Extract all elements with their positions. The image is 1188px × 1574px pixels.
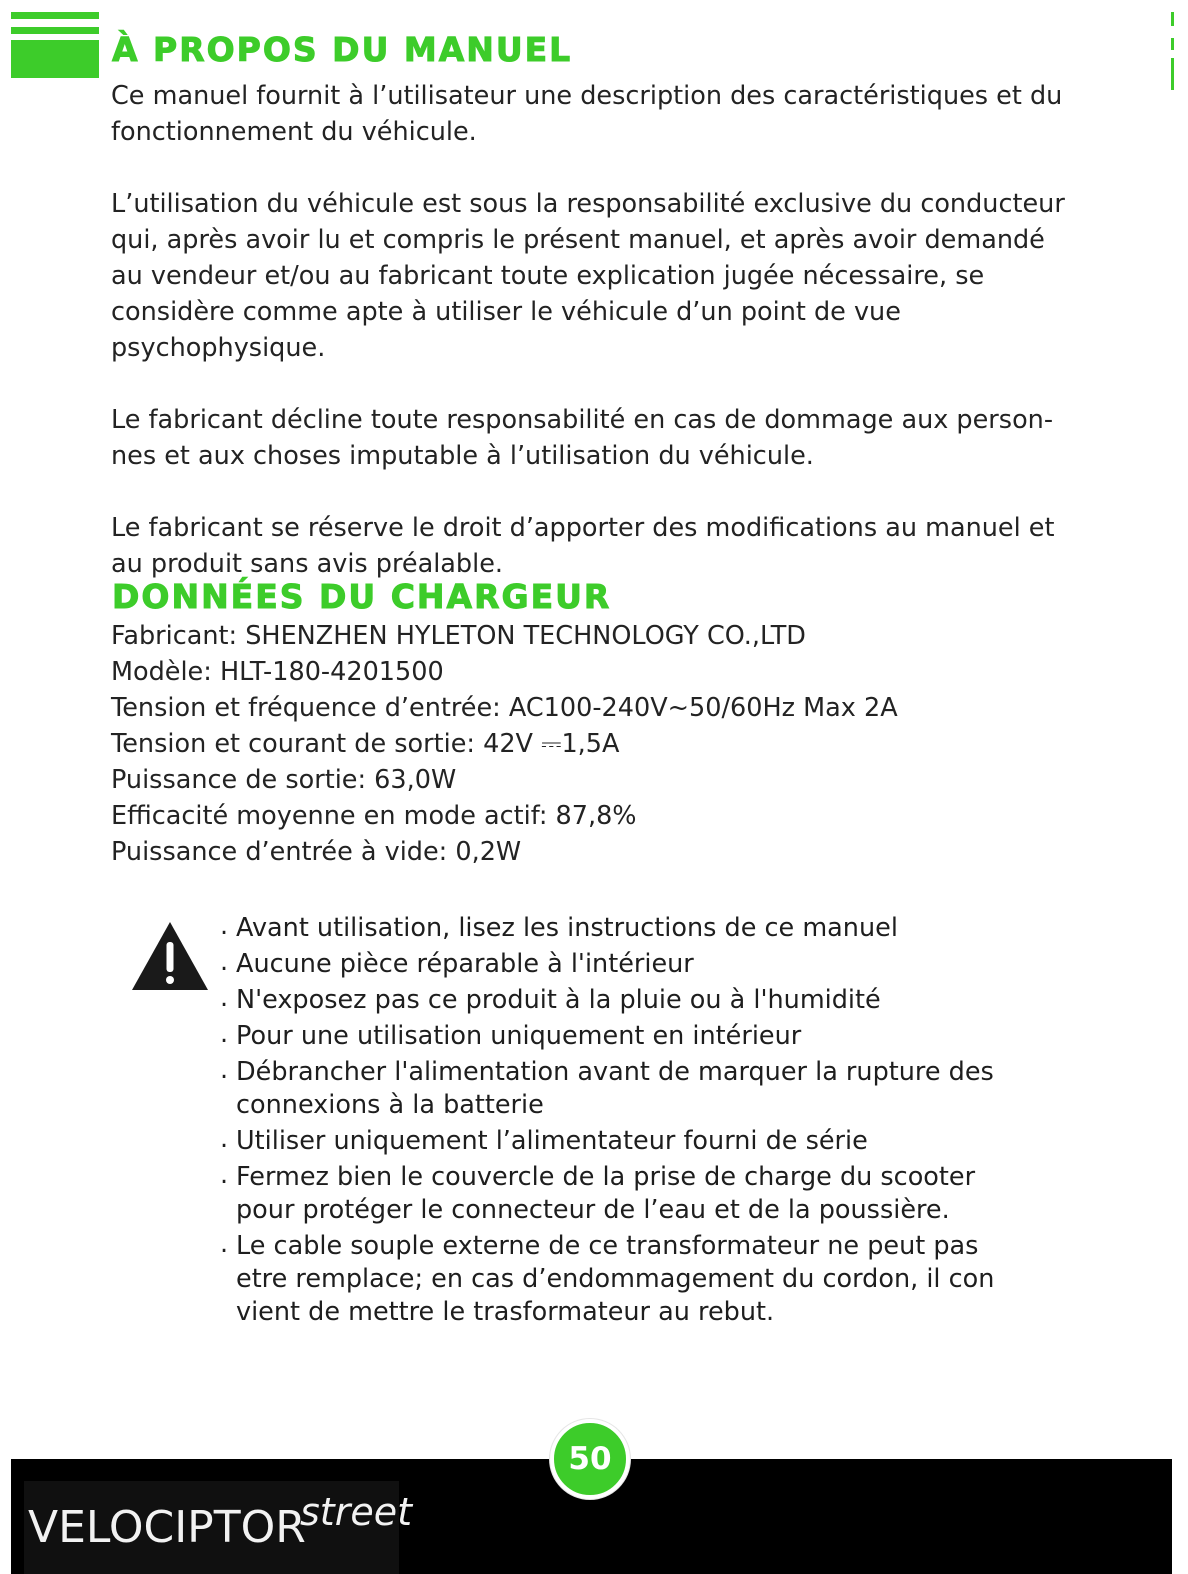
brand-logo-subtext: street <box>300 1490 412 1534</box>
spec-line: Efficacité moyenne en mode actif: 87,8% <box>111 801 637 831</box>
spec-line: Tension et courant de sortie: 42V ⎓1,5A <box>111 729 620 759</box>
warning-item: . Avant utilisation, lisez les instructions de ce manuel <box>220 912 1020 945</box>
paragraph: Ce manuel fournit à l’utilisateur une description des caractéristiques et du fonctionnement du véhicule. <box>111 81 1063 147</box>
spec-line: Tension et fréquence d’entrée: AC100-240V~50/60Hz Max 2A <box>111 693 898 723</box>
spec-line: Fabricant: SHENZHEN HYLETON TECHNOLOGY CO.,LTD <box>111 621 806 651</box>
header-stripes-logo <box>11 12 99 78</box>
warning-item: . Débrancher l'alimentation avant de marquer la rupture des connexions à la batterie <box>220 1056 1020 1122</box>
safety-warnings <box>220 912 1020 1332</box>
spec-line: Puissance d’entrée à vide: 0,2W <box>111 837 522 867</box>
spec-line: Modèle: HLT-180-4201500 <box>111 657 444 687</box>
warning-triangle-icon <box>130 920 210 992</box>
warning-item: . Pour une utilisation uniquement en intérieur <box>220 1020 1020 1053</box>
page-number-badge: 50 <box>550 1419 630 1499</box>
charger-data-heading: DONNÉES DU CHARGEUR <box>112 577 612 616</box>
paragraph: Le fabricant décline toute responsabilité en cas de dommage aux person-nes et aux choses imputable à l’utilisation du véhicule. <box>111 405 1054 471</box>
about-manual-body <box>111 78 1076 618</box>
spec-line: Puissance de sortie: 63,0W <box>111 765 457 795</box>
charger-specs-list <box>111 618 1076 870</box>
warning-item: . Le cable souple externe de ce transformateur ne peut pas etre remplace; en cas d’endommagement du cordon, il con vient de mettre le trasformateur au rebut. <box>220 1230 1020 1329</box>
warning-item: . Fermez bien le couvercle de la prise de charge du scooter pour protéger le connecteur de l’eau et de la poussière. <box>220 1161 1020 1227</box>
warning-item: . N'exposez pas ce produit à la pluie ou à l'humidité <box>220 984 1020 1017</box>
about-manual-heading: À PROPOS DU MANUEL <box>112 30 573 69</box>
paragraph: L’utilisation du véhicule est sous la responsabilité exclusive du conducteur qui, après avoir lu et compris le présent manuel, et après avoir demandé au vendeur et/ou au fabricant toute explication jugée nécessaire, se considère comme apte à utiliser le véhicule d’un point de vue psychophysique. <box>111 189 1065 363</box>
page-edge-marker <box>1171 12 1174 78</box>
warning-item: . Utiliser uniquement l’alimentateur fourni de série <box>220 1125 1020 1158</box>
brand-logo-text: VELOCIPTOR <box>28 1502 306 1553</box>
paragraph: Le fabricant se réserve le droit d’apporter des modifications au manuel et au produit sans avis préalable. <box>111 513 1055 579</box>
warning-item: . Aucune pièce réparable à l'intérieur <box>220 948 1020 981</box>
